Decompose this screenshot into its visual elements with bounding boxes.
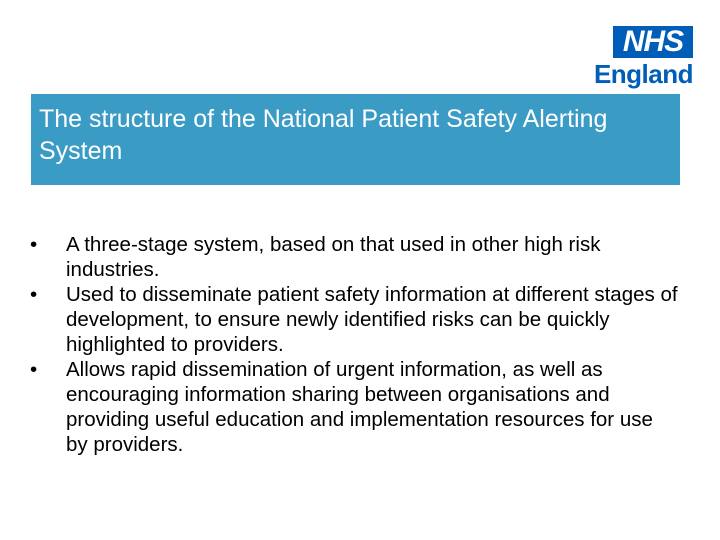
bullet-item [30, 282, 680, 357]
nhs-logo-box: NHS [613, 26, 693, 58]
bullet-item [30, 232, 680, 282]
bullet-text: A three-stage system, based on that used in other high risk industries. [66, 233, 601, 281]
nhs-england-logo [589, 26, 693, 92]
england-logo-text: England [593, 59, 693, 89]
bullet-text: Allows rapid dissemination of urgent information, as well as encouraging information sharing between organisations and providing useful education and implementation resources for use by providers. [66, 358, 653, 456]
bullet-icon: • [30, 233, 38, 256]
title-banner [31, 94, 680, 185]
slide-title: The structure of the National Patient Safety Alerting System [39, 105, 608, 165]
bullet-icon: • [30, 358, 38, 381]
bullet-text: Used to disseminate patient safety information at different stages of development, to ensure newly identified risks can be quickly highlighted to providers. [66, 283, 678, 356]
bullet-list [30, 232, 680, 457]
bullet-icon: • [30, 283, 38, 306]
bullet-item [30, 357, 680, 457]
